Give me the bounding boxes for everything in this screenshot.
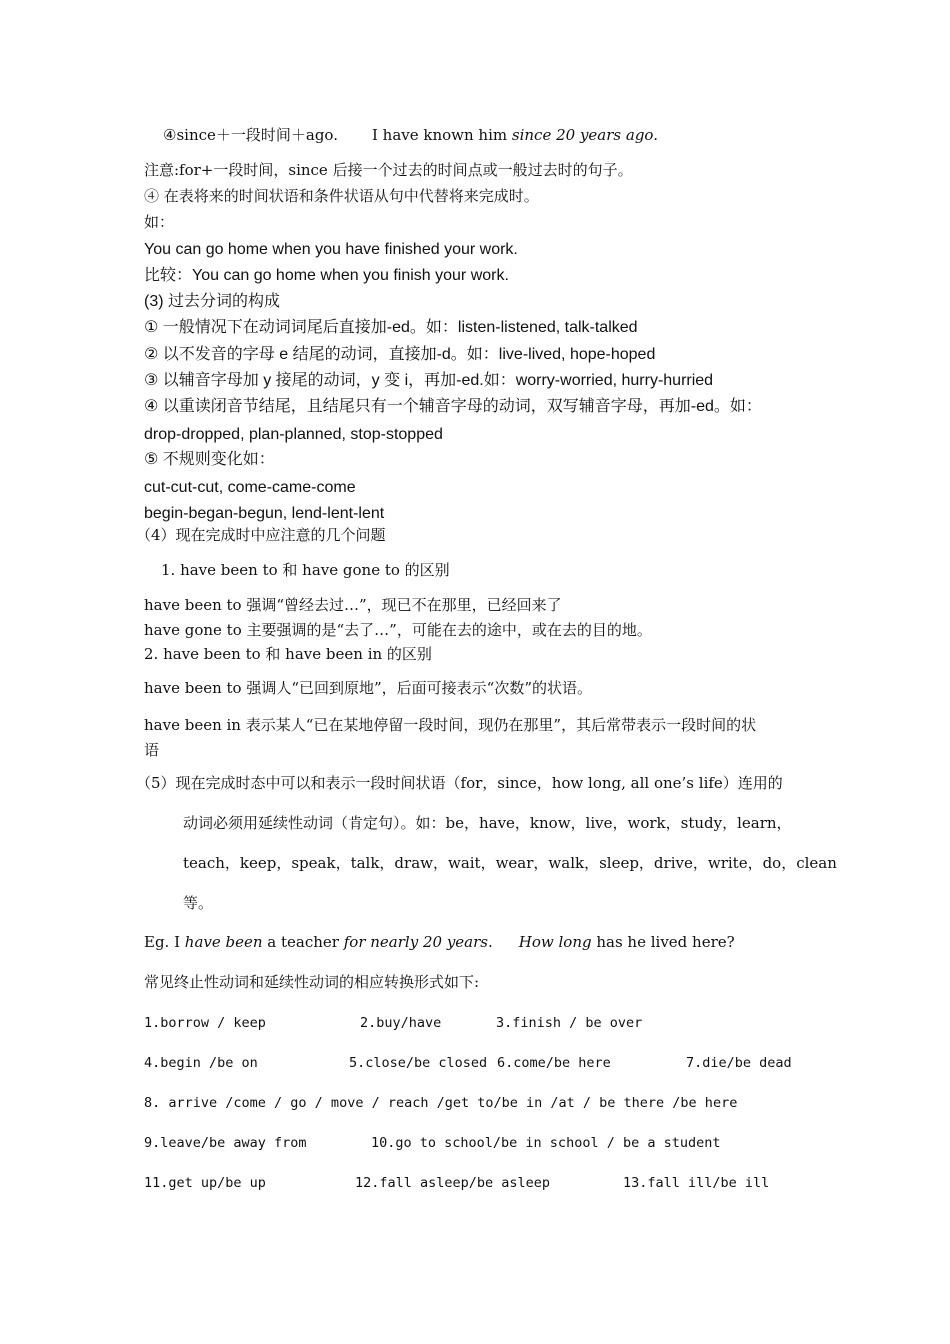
conversion-item-4: 4.begin /be on: [144, 1055, 258, 1071]
eg-how-long: How long: [518, 933, 592, 951]
been-in-explanation-cont: 语: [144, 741, 160, 759]
conversion-item-11: 11.get up/be up: [144, 1175, 266, 1191]
rule-3: ③ 以辅音字母加 y 接尾的动词，y 变 i，再加-ed.如：worry-worried, hurry-hurried: [144, 372, 714, 389]
eg-teacher: a teacher: [262, 933, 344, 951]
conversion-item-3: 3.finish / be over: [496, 1015, 643, 1031]
example-label: 如：: [144, 213, 175, 231]
irregular-examples-2: begin-began-begun, lend-lent-lent: [144, 505, 385, 522]
eg-question-rest: has he lived here?: [591, 933, 735, 951]
rule-1: ① 一般情况下在动词词尾后直接加-ed。如：listen-listened, talk-talked: [144, 319, 638, 336]
conversion-item-7: 7.die/be dead: [686, 1055, 792, 1071]
since-rule-line: [163, 128, 658, 143]
compare-sentence: 比较：You can go home when you finish your work.: [144, 267, 509, 284]
subheading-been-to-in: 2. have been to 和 have been in 的区别: [144, 645, 432, 663]
since-example-text: I have known him: [371, 126, 512, 144]
section-heading-durative: （5）现在完成时态中可以和表示一段时间状语（for，since，how long, all one’s life）连用的: [136, 774, 783, 792]
durative-verb-list: teach，keep，speak，talk，draw，wait，wear，walk，sleep，drive，write，do，clean: [183, 854, 837, 872]
conversion-item-8: 8. arrive /come / go / move / reach /get to/be in /at / be there /be here: [144, 1095, 738, 1111]
section-heading-past-participle: (3) 过去分词的构成: [144, 293, 281, 310]
conversion-item-5: 5.close/be closed: [349, 1055, 488, 1071]
example-sentence: You can go home when you have finished your work.: [144, 241, 518, 258]
gone-to-explanation: have gone to 主要强调的是“去了…”，可能在去的途中，或在去的目的地。: [144, 621, 652, 639]
eg-duration: for nearly 20 years: [343, 933, 488, 951]
been-in-explanation: have been in 表示某人“已在某地停留一段时间，现仍在那里”，其后常带表示一段时间的状: [144, 716, 757, 734]
been-to-return-explanation: have been to 强调人“已回到原地”，后面可接表示“次数”的状语。: [144, 679, 593, 697]
irregular-examples-1: cut-cut-cut, come-came-come: [144, 479, 356, 496]
eg-have-been: have been: [184, 933, 263, 951]
since-example-italic: since 20 years ago.: [511, 126, 658, 144]
conversion-item-2: 2.buy/have: [360, 1015, 442, 1031]
durative-etc: 等。: [183, 894, 214, 912]
note-for-since: 注意:for+一段时间，since 后接一个过去的时间点或一般过去时的句子。: [144, 161, 633, 179]
rule-4-examples: drop-dropped, plan-planned, stop-stopped: [144, 426, 443, 443]
subheading-been-gone: 1. have been to 和 have gone to 的区别: [161, 561, 450, 579]
rule-4: ④ 以重读闭音节结尾，且结尾只有一个辅音字母的动词，双写辅音字母，再加-ed。如：: [144, 398, 762, 415]
durative-rule: 动词必须用延续性动词（肯定句）。如：be，have，know，live，work，study，learn，: [183, 814, 792, 832]
since-rule-text: ④since＋一段时间＋ago.: [163, 126, 338, 144]
section-heading-notes: （4）现在完成时中应注意的几个问题: [136, 526, 386, 544]
conversion-item-1: 1.borrow / keep: [144, 1015, 266, 1031]
example-eg-line: [144, 935, 735, 950]
rule-5: ⑤ 不规则变化如：: [144, 451, 275, 468]
eg-label: Eg. I: [144, 933, 185, 951]
rule-future-perfect: ④ 在表将来的时间状语和条件状语从句中代替将来完成时。: [144, 187, 539, 205]
conversion-item-10: 10.go to school/be in school / be a student: [371, 1135, 721, 1151]
conversion-item-6: 6.come/be here: [497, 1055, 611, 1071]
conversion-heading: 常见终止性动词和延续性动词的相应转换形式如下:: [144, 973, 480, 991]
conversion-item-9: 9.leave/be away from: [144, 1135, 307, 1151]
conversion-item-12: 12.fall asleep/be asleep: [355, 1175, 551, 1191]
conversion-item-13: 13.fall ill/be ill: [623, 1175, 770, 1191]
been-to-explanation: have been to 强调“曾经去过…”，现已不在那里，已经回来了: [144, 596, 562, 614]
eg-period: .: [487, 933, 493, 951]
rule-2: ② 以不发音的字母 e 结尾的动词，直接加-d。如：live-lived, hope-hoped: [144, 346, 656, 363]
